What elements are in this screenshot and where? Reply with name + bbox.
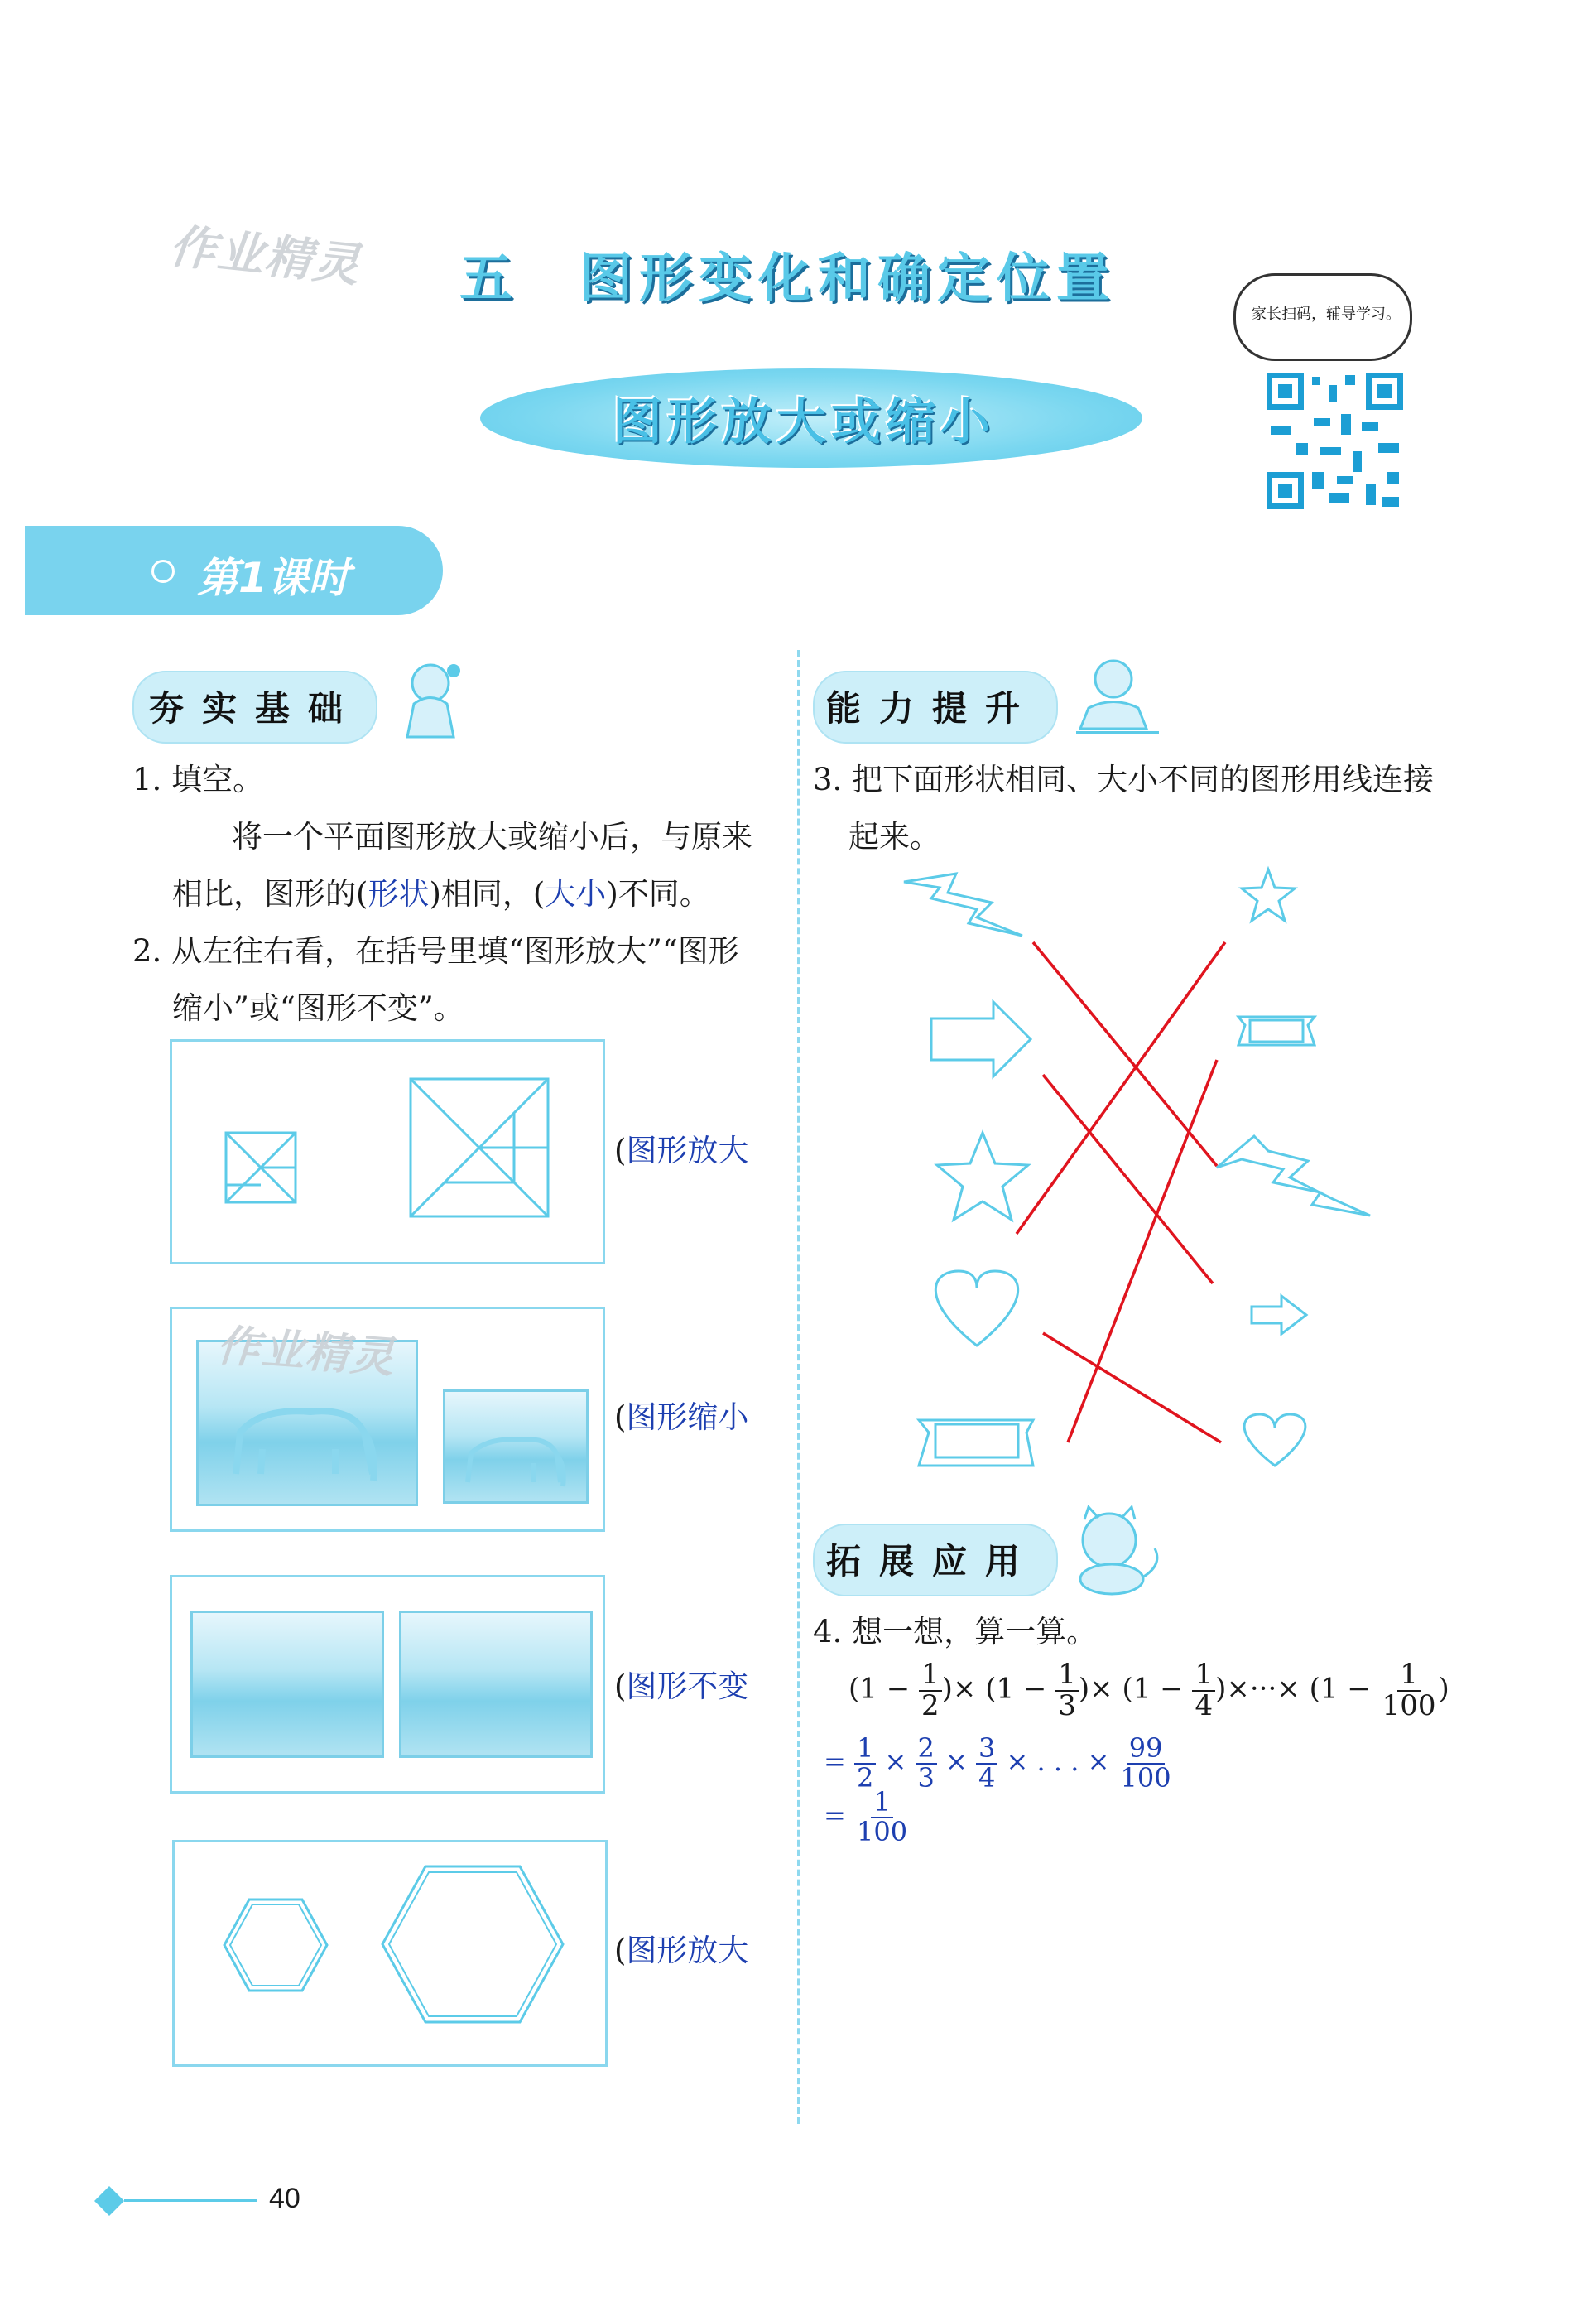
student-writing-icon [1068, 650, 1167, 745]
chapter-title: 图形变化和确定位置 [579, 248, 1116, 310]
q4-step-1-frac-1-num: 1 [854, 1735, 876, 1765]
q1-label: 1. 填空。 [132, 762, 264, 797]
section-extend-label: 拓展应用 [826, 1541, 1039, 1582]
q4-term-3-post: )×···× [1215, 1672, 1300, 1706]
q4-term-1-post: )× [941, 1672, 977, 1706]
q4-term-4-num: 1 [1397, 1660, 1421, 1692]
q4-term-2-pre: (1 − [985, 1672, 1056, 1706]
q4-term-3-fraction [1192, 1660, 1215, 1721]
q1-answer-size: 大小 [545, 876, 607, 912]
arrow-small-icon [1252, 1296, 1306, 1334]
q4-step-1-frac-4-den: 100 [1120, 1761, 1171, 1794]
q4-term-3-num: 1 [1192, 1660, 1215, 1692]
matching-area [894, 853, 1391, 1482]
q4-step-1-frac-3 [976, 1732, 997, 1794]
q2-label: 2. 从左往右看，在括号里填“图形放大”“图形 [132, 933, 739, 969]
section-improve-label: 能力提升 [826, 688, 1039, 729]
q4-term-1-fraction [919, 1660, 942, 1721]
page-number: 40 [269, 2183, 300, 2214]
cat-mascot-icon [1064, 1503, 1167, 1598]
large-square-figure [408, 1076, 550, 1219]
q4-step-1-frac-2-den: 3 [917, 1761, 935, 1794]
q4-term-1-pre: (1 − [848, 1672, 919, 1706]
q2-answer-3-text: 图形不变 [626, 1669, 749, 1704]
heart-small-icon [1244, 1414, 1305, 1466]
q4-term-2-den: 3 [1058, 1688, 1076, 1722]
star-large-icon [937, 1133, 1028, 1220]
q2-answer-1: (图形放大 [614, 1133, 749, 1168]
lesson-tab-label: 第1课时 [197, 554, 350, 602]
footer-rule [124, 2199, 257, 2202]
q4-term-1-num: 1 [919, 1660, 942, 1692]
qr-bubble-text: 家长扫码，辅导学习。 [1252, 306, 1401, 323]
girl-reading-icon [381, 654, 472, 745]
elephant-small-icon [451, 1420, 575, 1490]
q4-step-2-num: 1 [871, 1789, 892, 1818]
arrow-large-icon [931, 1002, 1031, 1076]
q2-answer-2-text: 图形缩小 [626, 1399, 749, 1435]
q4-step-1-frac-2 [916, 1732, 937, 1794]
q2-answer-2: (图形缩小 [614, 1399, 749, 1435]
chapter-number: 五 [459, 248, 519, 310]
q4-step-2-frac [854, 1786, 910, 1847]
q1-line2-c: )不同。 [606, 876, 710, 912]
qr-pattern-icon [1262, 368, 1407, 513]
q4-step-1-eq: = [824, 1746, 846, 1778]
q2-answer-4: (图形放大 [614, 1933, 749, 1968]
lightning-small-icon [904, 874, 1022, 936]
q4-step-2-eq: = [824, 1799, 846, 1832]
q4-term-4-fraction [1380, 1660, 1439, 1721]
q4-term-2-post: )× [1078, 1672, 1113, 1706]
large-hexagon-figure [379, 1863, 566, 2025]
q4-term-2-num: 1 [1055, 1660, 1079, 1692]
q4-term-3-pre: (1 − [1122, 1672, 1193, 1706]
heart-large-icon [935, 1271, 1017, 1346]
q2-label2: 缩小”或“图形不变”。 [172, 990, 464, 1026]
q4-step-1-frac-3-den: 4 [978, 1761, 996, 1794]
q4-term-4-pre: (1 − [1309, 1672, 1380, 1706]
q4-step-1-frac-1 [854, 1732, 876, 1794]
qr-code[interactable] [1262, 368, 1407, 513]
lesson-tab-dot-icon [151, 560, 175, 583]
q1-line2-a: 相比，图形的( [172, 876, 368, 912]
page-diamond-icon [93, 2184, 126, 2217]
q1-answer-shape: 形状 [368, 876, 430, 912]
q4-step-1-op-2: × [945, 1746, 968, 1778]
q1-line1: 将一个平面图形放大或缩小后，与原来 [232, 819, 752, 855]
q3-label: 3. 把下面形状相同、大小不同的图形用线连接 [813, 762, 1435, 797]
q4-term-2-fraction [1055, 1660, 1079, 1721]
q4-step-1 [824, 1732, 1174, 1794]
q4-step-1-frac-1-den: 2 [856, 1761, 874, 1794]
q4-step-2 [824, 1786, 910, 1847]
q4-step-1-op-3: × . . . × [1006, 1746, 1110, 1778]
q4-step-1-frac-3-num: 3 [976, 1735, 997, 1765]
landscape-photo-left [190, 1611, 384, 1758]
q4-step-2-den: 100 [856, 1815, 908, 1847]
q2-answer-3: (图形不变 [614, 1669, 749, 1704]
watermark-middle: 作业精灵 [214, 1321, 397, 1384]
q4-term-1-den: 2 [921, 1688, 940, 1722]
small-hexagon-figure [222, 1896, 329, 1994]
q1-line2-b: )相同，( [429, 876, 546, 912]
q1-line2 [172, 866, 710, 922]
section-basic-label: 夯实基础 [149, 688, 362, 729]
elephant-large-icon [211, 1383, 393, 1490]
watermark-top: 作业精灵 [166, 219, 364, 293]
q4-term-4-post: ) [1438, 1672, 1449, 1706]
q4-step-1-frac-4 [1118, 1732, 1174, 1794]
lightning-large-icon [1217, 1136, 1370, 1216]
small-square-figure [224, 1130, 298, 1205]
column-divider [797, 650, 800, 2124]
q4-step-1-frac-4-num: 99 [1127, 1735, 1166, 1765]
q3-label2: 起来。 [848, 819, 940, 855]
q4-term-4-den: 100 [1382, 1688, 1436, 1722]
star-small-icon [1242, 869, 1295, 921]
q4-label: 4. 想一想，算一算。 [813, 1614, 1098, 1649]
q4-expression [848, 1660, 1449, 1721]
q4-term-3-den: 4 [1195, 1688, 1214, 1722]
q4-step-1-op-1: × [884, 1746, 907, 1778]
q2-answer-1-text: 图形放大 [626, 1133, 749, 1168]
unit-title: 图形放大或缩小 [613, 393, 995, 451]
q4-step-1-frac-2-num: 2 [916, 1735, 937, 1765]
landscape-photo-right [399, 1611, 593, 1758]
matching-lines [1017, 942, 1225, 1442]
q2-answer-4-text: 图形放大 [626, 1933, 749, 1968]
